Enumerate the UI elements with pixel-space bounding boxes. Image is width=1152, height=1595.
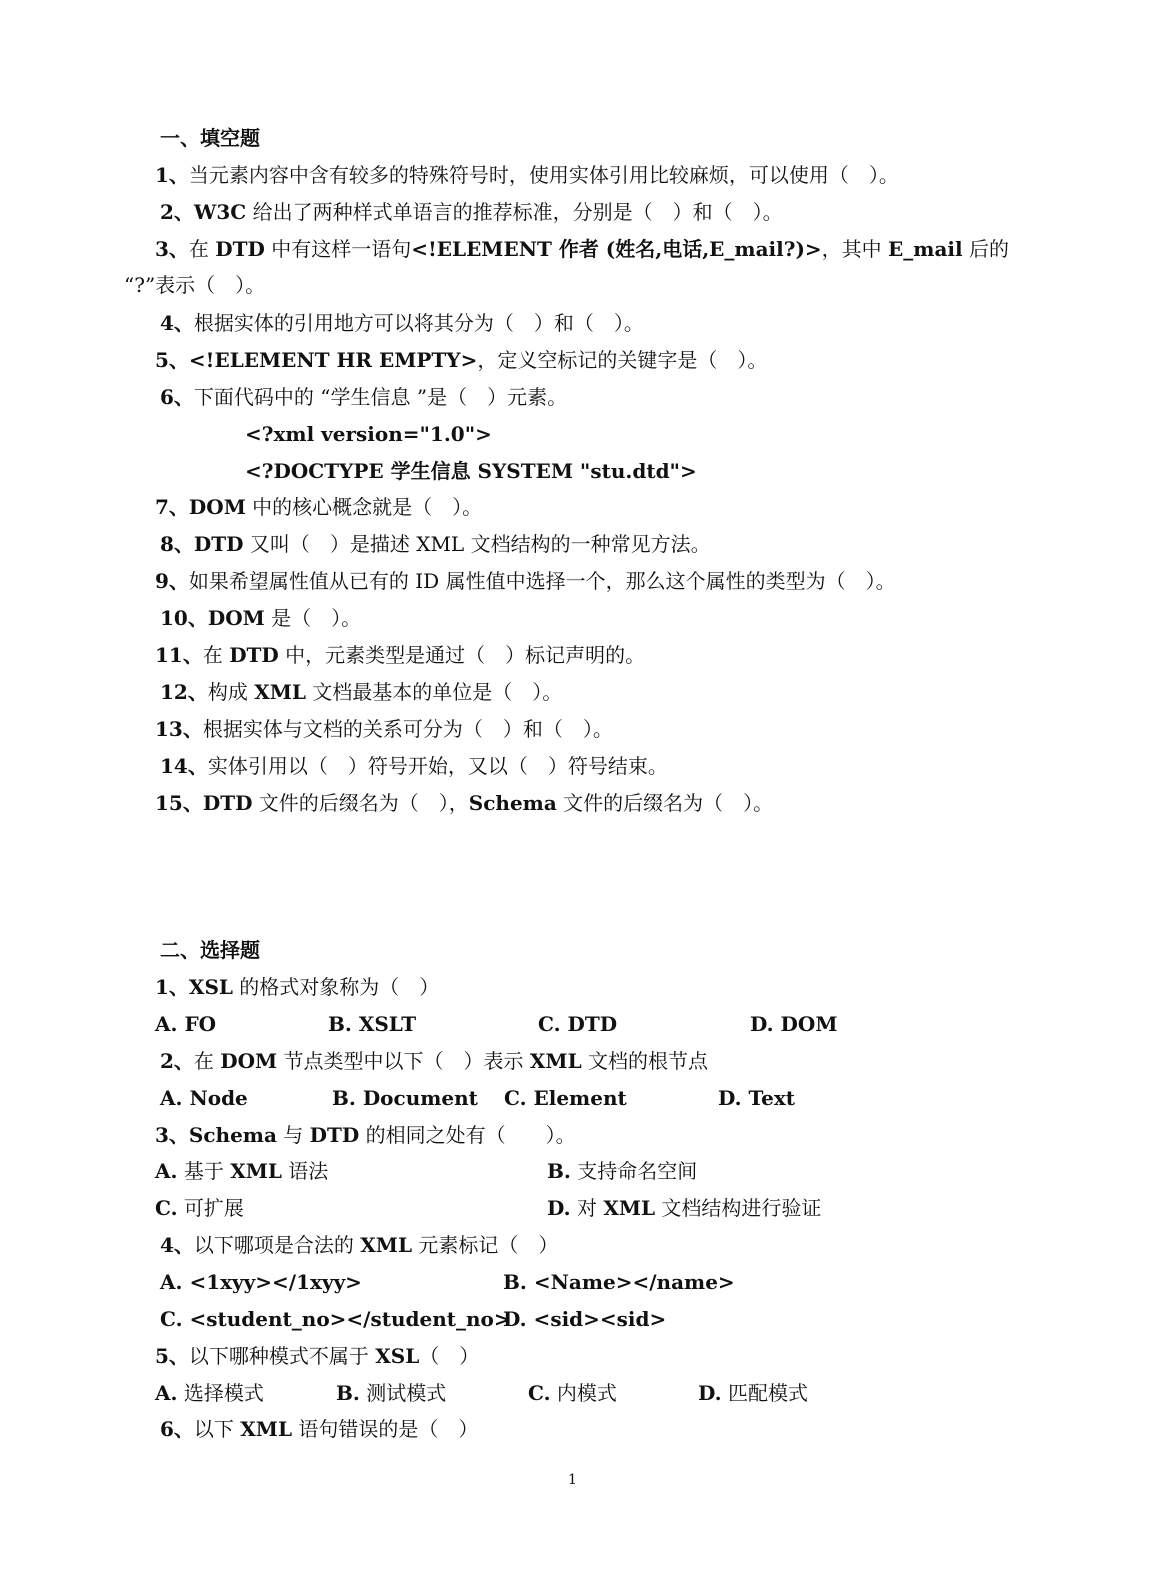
section1-title: 一、填空题 bbox=[160, 126, 260, 150]
option-2-5-a: A. 选择模式 bbox=[155, 1381, 264, 1405]
question-1-6: 6、下面代码中的 “学生信息 ”是（ ）元素。 bbox=[160, 385, 568, 409]
question-1-15: 15、DTD 文件的后缀名为（ ），Schema 文件的后缀名为（ ）。 bbox=[155, 791, 774, 815]
section2-title: 二、选择题 bbox=[160, 938, 260, 962]
option-2-3-b: B. 支持命名空间 bbox=[547, 1159, 698, 1183]
question-1-5: 5、<!ELEMENT HR EMPTY>，定义空标记的关键字是（ ）。 bbox=[155, 348, 768, 372]
question-1-7: 7、DOM 中的核心概念就是（ ）。 bbox=[155, 495, 483, 519]
question-1-9: 9、如果希望属性值从已有的 ID 属性值中选择一个，那么这个属性的类型为（ ）。 bbox=[155, 569, 896, 593]
option-2-2-c: C. Element bbox=[504, 1086, 627, 1110]
question-2-5: 5、以下哪种模式不属于 XSL（ ） bbox=[155, 1344, 480, 1368]
question-2-1: 1、XSL 的格式对象称为（ ） bbox=[155, 975, 440, 999]
question-1-3: 3、在 DTD 中有这样一语句<!ELEMENT 作者 (姓名,电话,E_mail?)>，其中 E_mail 后的 bbox=[155, 237, 1009, 261]
question-1-4: 4、根据实体的引用地方可以将其分为（ ）和（ ）。 bbox=[160, 311, 644, 335]
question-1-1: 1、当元素内容中含有较多的特殊符号时，使用实体引用比较麻烦，可以使用（ ）。 bbox=[155, 163, 899, 187]
option-2-3-a: A. 基于 XML 语法 bbox=[155, 1159, 329, 1183]
option-2-1-a: A. FO bbox=[155, 1012, 217, 1036]
code-line-1: <?xml version="1.0"> bbox=[245, 422, 492, 446]
question-1-2: 2、W3C 给出了两种样式单语言的推荐标准，分别是（ ）和（ ）。 bbox=[160, 200, 783, 224]
question-1-14: 14、实体引用以（ ）符号开始，又以（ ）符号结束。 bbox=[160, 754, 668, 778]
option-2-2-b: B. Document bbox=[332, 1086, 478, 1110]
option-2-1-b: B. XSLT bbox=[328, 1012, 417, 1036]
option-2-5-b: B. 测试模式 bbox=[336, 1381, 447, 1405]
option-2-2-a: A. Node bbox=[160, 1086, 248, 1110]
question-1-10: 10、DOM 是（ ）。 bbox=[160, 606, 362, 630]
option-2-5-c: C. 内模式 bbox=[528, 1381, 617, 1405]
option-2-4-d: D. <sid><sid> bbox=[503, 1307, 667, 1331]
question-1-12: 12、构成 XML 文档最基本的单位是（ ）。 bbox=[160, 680, 563, 704]
question-1-8: 8、DTD 又叫（ ）是描述 XML 文档结构的一种常见方法。 bbox=[160, 532, 711, 556]
option-2-2-d: D. Text bbox=[718, 1086, 796, 1110]
option-2-3-c: C. 可扩展 bbox=[155, 1196, 244, 1220]
question-2-2: 2、在 DOM 节点类型中以下（ ）表示 XML 文档的根节点 bbox=[160, 1049, 708, 1073]
code-line-2: <?DOCTYPE 学生信息 SYSTEM "stu.dtd"> bbox=[245, 459, 697, 483]
question-1-3-cont: “?”表示（ ）。 bbox=[124, 273, 266, 297]
question-1-13: 13、根据实体与文档的关系可分为（ ）和（ ）。 bbox=[155, 717, 613, 741]
question-2-6: 6、以下 XML 语句错误的是（ ） bbox=[160, 1417, 479, 1441]
page-number: 1 bbox=[568, 1472, 577, 1488]
question-2-4: 4、以下哪项是合法的 XML 元素标记（ ） bbox=[160, 1233, 559, 1257]
question-2-3: 3、Schema 与 DTD 的相同之处有（ ）。 bbox=[155, 1123, 576, 1147]
option-2-3-d: D. 对 XML 文档结构进行验证 bbox=[547, 1196, 822, 1220]
option-2-4-b: B. <Name></name> bbox=[503, 1270, 735, 1294]
option-2-5-d: D. 匹配模式 bbox=[698, 1381, 808, 1405]
question-1-11: 11、在 DTD 中，元素类型是通过（ ）标记声明的。 bbox=[155, 643, 646, 667]
option-2-1-d: D. DOM bbox=[750, 1012, 838, 1036]
option-2-4-a: A. <1xyy></1xyy> bbox=[160, 1270, 362, 1294]
option-2-1-c: C. DTD bbox=[538, 1012, 618, 1036]
option-2-4-c: C. <student_no></student_no> bbox=[160, 1307, 511, 1331]
